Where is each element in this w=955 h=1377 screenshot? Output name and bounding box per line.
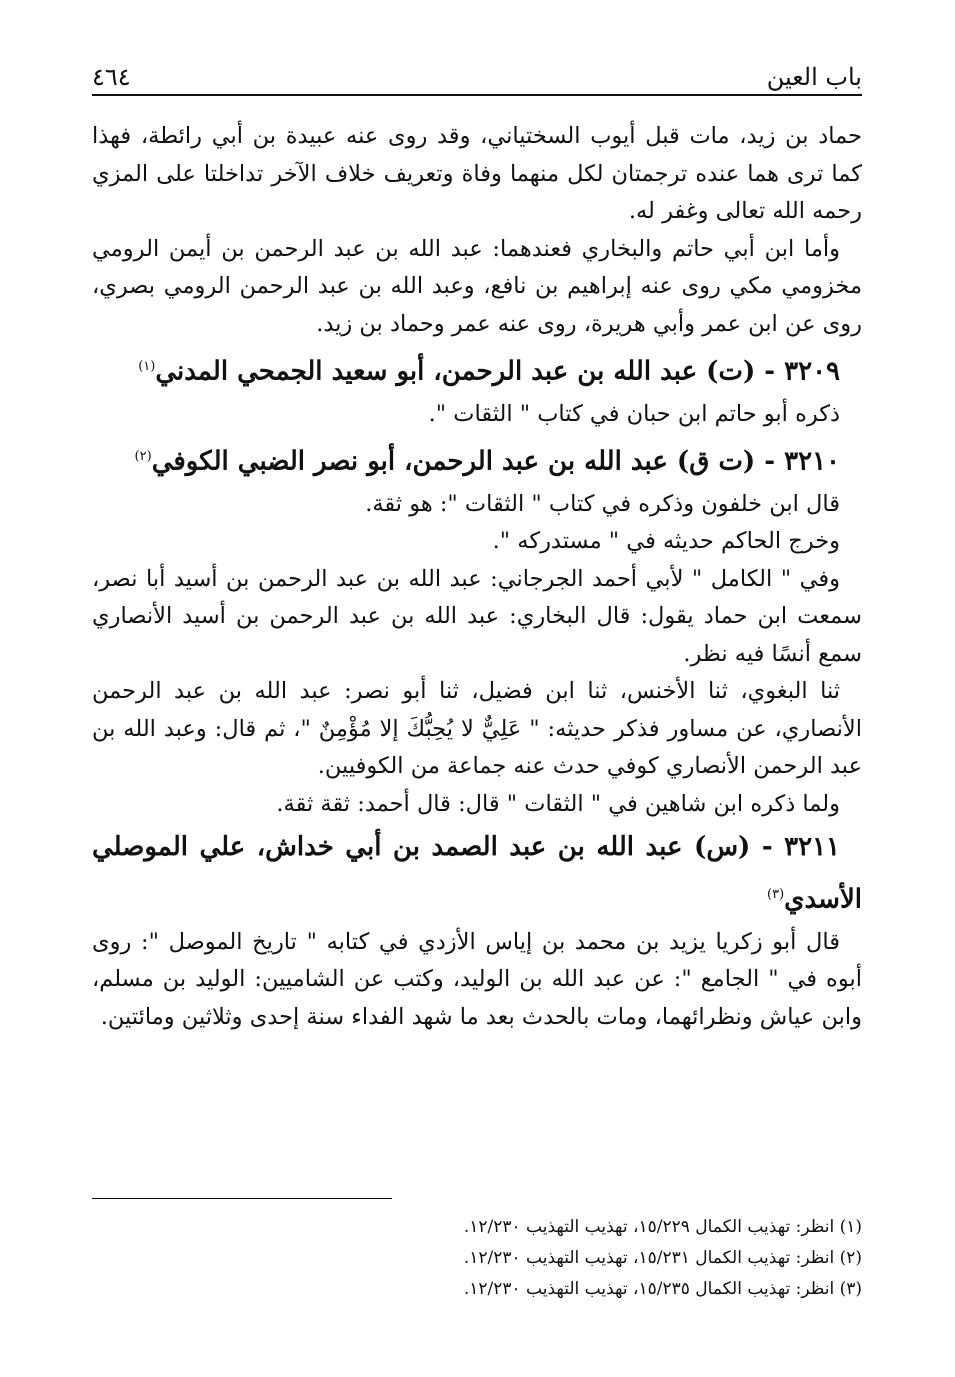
footnote-marker: (١) (138, 359, 156, 374)
entry-heading-3211 (92, 823, 862, 924)
footnote: (٢) انظر: تهذيب الكمال ١٥/٢٣١، تهذيب التهذيب ١٢/٢٣٠. (463, 1248, 862, 1268)
entry-heading-text: ٣٢١٠ - (ت ق) عبد الله بن عبد الرحمن، أبو نصر الضبي الكوفي (151, 446, 840, 477)
entry-heading-3210 (92, 433, 862, 486)
chapter-title: باب العين (766, 63, 862, 91)
paragraph: ثنا البغوي، ثنا الأخنس، ثنا ابن فضيل، ثنا أبو نصر: عبد الله بن عبد الرحمن الأنصاري، عن مساور فذكر حديثه: " عَلِيٌّ لا يُحِبُّكَ إلا مُؤْمِنٌ "، ثم قال: وعبد الله بن عبد الرحمن الأنصاري كوفي حدث عنه جماعة من الكوفيين. (92, 678, 862, 780)
paragraph: حماد بن زيد، مات قبل أيوب السختياني، وقد روى عنه عبيدة بن أبي رائطة، فهذا كما ترى هما عنده ترجمتان لكل منهما وفاة وتعريف خلاف الآخر تداخلتا على المزي رحمه الله تعالى وغفر له. (92, 123, 862, 224)
paragraph: ولما ذكره ابن شاهين في " الثقات " قال: قال أحمد: ثقة ثقة. (276, 790, 840, 817)
entry-heading-text: ٣٢٠٩ - (ت) عبد الله بن عبد الرحمن، أبو سعيد الجمحي المدني (155, 356, 840, 387)
paragraph: وأما ابن أبي حاتم والبخاري فعندهما: عبد الله بن عبد الرحمن بن أيمن الرومي مخزومي مكي روى عنه إبراهيم بن نافع، وعبد الله بن عبد الرحمن الرومي بصري، روى عن ابن عمر وأبي هريرة، روى عنه عمر وحماد بن زيد. (92, 235, 862, 337)
footnote-divider (92, 1198, 392, 1199)
paragraph: وخرج الحاكم حديثه في " مستدركه ". (492, 528, 840, 555)
page-body (92, 118, 862, 1036)
footnotes (92, 1212, 862, 1305)
footnote-marker: (٣) (767, 887, 785, 903)
footnote: (٣) انظر: تهذيب الكمال ١٥/٢٣٥، تهذيب التهذيب ١٢/٢٣٠. (463, 1279, 862, 1299)
paragraph: قال أبو زكريا يزيد بن محمد بن إياس الأزدي في كتابه " تاريخ الموصل ": روى أبوه في " الجامع ": عن عبد الله بن الوليد، وكتب عن الشاميين: الوليد بن مسلم، وابن عياش ونظرائهما، ومات بالحدث بعد ما شهد الفداء سنة إحدى وثلاثين ومائتين. (92, 928, 862, 1030)
page-number: ٤٦٤ (92, 63, 131, 91)
footnote-marker: (٢) (134, 449, 152, 465)
entry-heading-text: ٣٢١١ - (س) عبد الله بن عبد الصمد بن أبي خداش، علي الموصلي الأسدي (92, 832, 862, 915)
book-page (92, 52, 862, 1299)
footnote: (١) انظر: تهذيب الكمال ١٥/٢٢٩، تهذيب التهذيب ١٢/٢٣٠. (463, 1217, 862, 1237)
paragraph: ذكره أبو حاتم ابن حبان في كتاب " الثقات ". (428, 400, 840, 427)
entry-heading-3209 (92, 343, 862, 396)
header-divider (92, 94, 862, 96)
paragraph: قال ابن خلفون وذكره في كتاب " الثقات ": هو ثقة. (365, 490, 840, 517)
running-header (92, 52, 862, 92)
paragraph: وفي " الكامل " لأبي أحمد الجرجاني: عبد الله بن عبد الرحمن بن أسيد أبا نصر، سمعت ابن حماد يقول: قال البخاري: عبد الله بن عبد الرحمن بن أسيد الأنصاري سمع أنسًا فيه نظر. (92, 565, 862, 667)
